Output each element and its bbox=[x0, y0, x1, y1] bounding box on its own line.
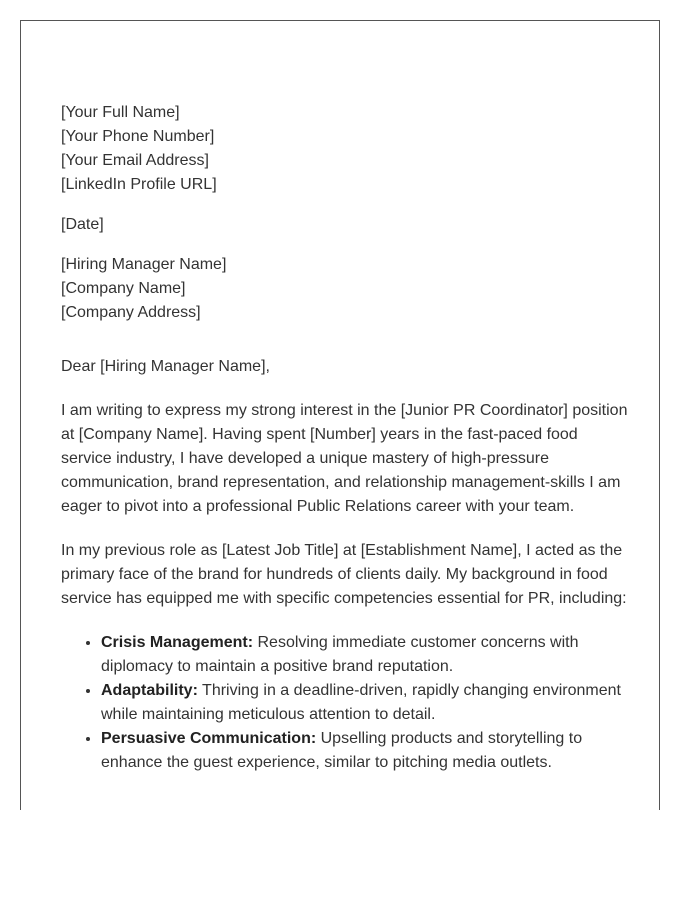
date-block bbox=[61, 213, 631, 237]
sender-linkedin: [LinkedIn Profile URL] bbox=[61, 176, 217, 193]
letter-content bbox=[61, 101, 631, 775]
recipient-manager: [Hiring Manager Name] bbox=[61, 256, 227, 273]
paragraph-intro: I am writing to express my strong interest in the [Junior PR Coordinator] position at [Company Name]. Having spent [Number] years in the fast-paced food service industry, I have developed a unique mastery of high-pressure communication, brand representation, and relationship management-skills I am eager to pivot into a professional Public Relations career with your team. bbox=[61, 402, 628, 515]
competency-text: Thriving in a deadline-driven, rapidly changing environment while maintaining meticulous attention to detail. bbox=[101, 682, 621, 723]
recipient-block bbox=[61, 253, 631, 325]
competency-list bbox=[61, 631, 631, 775]
competency-term: Crisis Management: bbox=[101, 634, 254, 651]
sender-full-name: [Your Full Name] bbox=[61, 104, 180, 121]
competency-term: Adaptability: bbox=[101, 682, 198, 699]
sender-phone: [Your Phone Number] bbox=[61, 128, 215, 145]
competency-text: Upselling products and storytelling to enhance the guest experience, similar to pitching media outlets. bbox=[101, 730, 583, 771]
competency-text: Resolving immediate customer concerns with diplomacy to maintain a positive brand reputation. bbox=[101, 634, 579, 675]
list-item bbox=[101, 727, 631, 775]
salutation: Dear [Hiring Manager Name], bbox=[61, 358, 270, 375]
paragraph-experience: In my previous role as [Latest Job Title] at [Establishment Name], I acted as the primary face of the brand for hundreds of clients daily. My background in food service has equipped me with specific competencies essential for PR, including: bbox=[61, 542, 627, 607]
list-item bbox=[101, 631, 631, 679]
recipient-address: [Company Address] bbox=[61, 304, 201, 321]
recipient-company: [Company Name] bbox=[61, 280, 186, 297]
sender-block bbox=[61, 101, 631, 197]
list-item bbox=[101, 679, 631, 727]
competency-term: Persuasive Communication: bbox=[101, 730, 317, 747]
letter-page bbox=[20, 20, 660, 810]
sender-email: [Your Email Address] bbox=[61, 152, 209, 169]
letter-date: [Date] bbox=[61, 216, 104, 233]
